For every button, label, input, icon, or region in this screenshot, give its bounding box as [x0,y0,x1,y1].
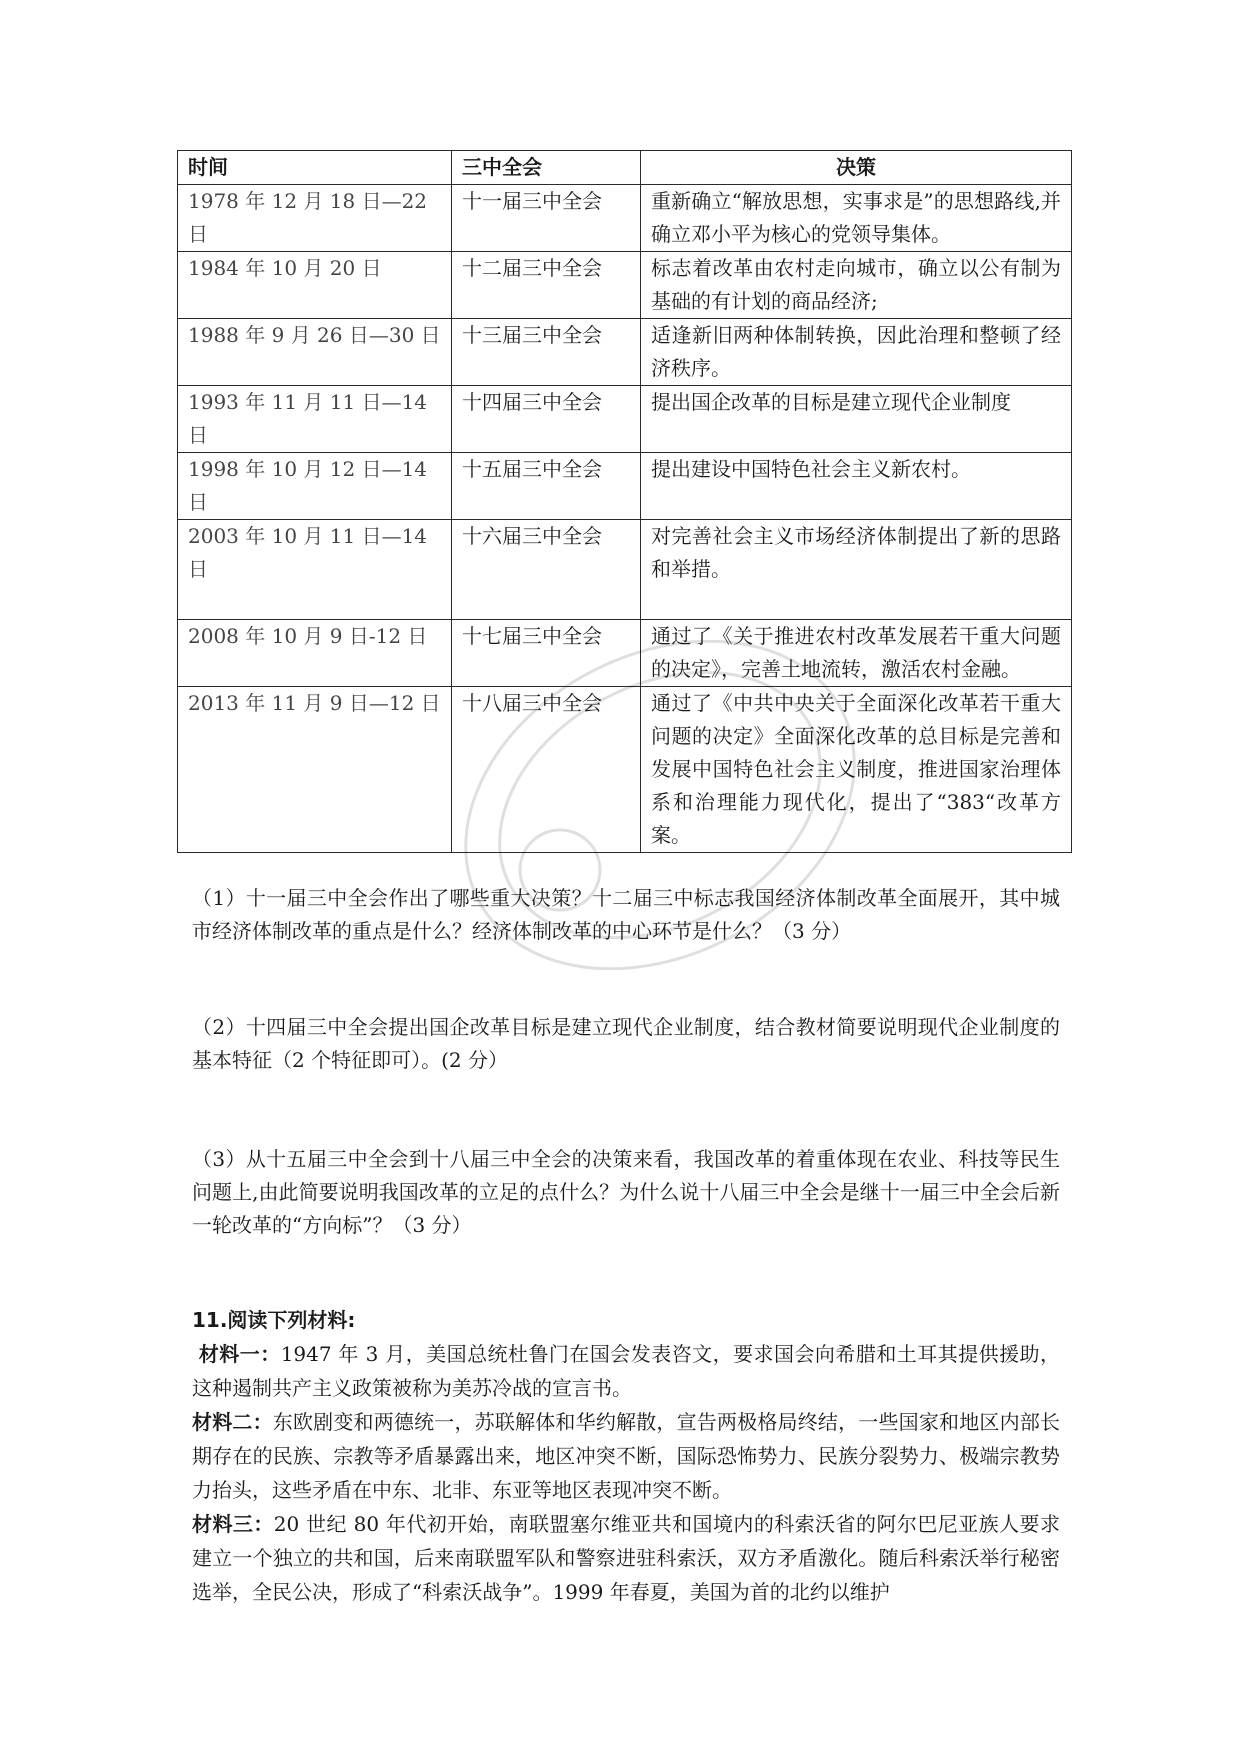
question-2: （2）十四届三中全会提出国企改革目标是建立现代企业制度，结合教材简要说明现代企业制度的基本特征（2 个特征即可）。(2 分） [192,1015,1060,1072]
material-3-text: 20 世纪 80 年代初开始，南联盟塞尔维亚共和国境内的科索沃省的阿尔巴尼亚族人要求建立一个独立的共和国，后来南联盟军队和警察进驻科索沃，双方矛盾激化。随后科索沃举行秘密选举，全民公决，形成了“科索沃战争”。1999 年春夏，美国为首的北约以维护 [192,1512,1060,1604]
cell-decision: 通过了《中共中央关于全面深化改革若干重大问题的决定》全面深化改革的总目标是完善和发展中国特色社会主义制度，推进国家治理体系和治理能力现代化，提出了“383“改革方案。 [641,687,1072,853]
table-row [178,620,1072,687]
table-row [178,520,1072,620]
table-row [178,185,1072,252]
cell-decision: 通过了《关于推进农村改革发展若干重大问题的决定》，完善土地流转，激活农村金融。 [641,620,1072,687]
cell-time: 1998 年 10 月 12 日—14 日 [178,453,452,520]
cell-decision: 提出建设中国特色社会主义新农村。 [641,453,1072,520]
cell-decision: 提出国企改革的目标是建立现代企业制度 [641,386,1072,453]
cell-time: 2003 年 10 月 11 日—14 日 [178,520,452,620]
material-2 [192,1405,1060,1507]
table-header-row [178,151,1072,185]
material-1-text: 1947 年 3 月，美国总统杜鲁门在国会发表咨文，要求国会向希腊和土耳其提供援助，这种遏制共产主义政策被称为美苏冷战的宣言书。 [192,1342,1061,1400]
cell-time: 1978 年 12 月 18 日—22 日 [178,185,452,252]
material-1-label: 材料一： [198,1342,281,1366]
cell-decision: 标志着改革由农村走向城市，确立以公有制为基础的有计划的商品经济; [641,252,1072,319]
cell-plenum: 十八届三中全会 [452,687,641,853]
material-1 [192,1337,1060,1405]
material-2-label: 材料二： [192,1410,273,1434]
cell-plenum: 十四届三中全会 [452,386,641,453]
material-2-text: 东欧剧变和两德统一，苏联解体和华约解散，宣告两极格局终结，一些国家和地区内部长期存在的民族、宗教等矛盾暴露出来，地区冲突不断，国际恐怖势力、民族分裂势力、极端宗教势力抬头，这些矛盾在中东、北非、东亚等地区表现冲突不断。 [192,1410,1061,1502]
table-row [178,252,1072,319]
cell-time: 2008 年 10 月 9 日-12 日 [178,620,452,687]
cell-time: 1988 年 9 月 26 日—30 日 [178,319,452,386]
cell-decision: 适逢新旧两种体制转换，因此治理和整顿了经济秩序。 [641,319,1072,386]
cell-plenum: 十一届三中全会 [452,185,641,252]
table-row [178,453,1072,520]
header-time: 时间 [178,151,452,185]
table-row [178,386,1072,453]
cell-plenum: 十三届三中全会 [452,319,641,386]
cell-time: 1984 年 10 月 20 日 [178,252,452,319]
cell-time: 2013 年 11 月 9 日—12 日 [178,687,452,853]
cell-plenum: 十二届三中全会 [452,252,641,319]
cell-decision: 重新确立“解放思想，实事求是”的思想路线,并确立邓小平为核心的党领导集体。 [641,185,1072,252]
cell-time: 1993 年 11 月 11 日—14 日 [178,386,452,453]
material-3 [192,1507,1060,1609]
question-3: （3）从十五届三中全会到十八届三中全会的决策来看，我国改革的着重体现在农业、科技等民生问题上,由此简要说明我国改革的立足的点什么？为什么说十八届三中全会是继十一届三中全会后新一轮改革的“方向标”？（3 分） [192,1147,1060,1237]
header-plenum: 三中全会 [452,151,641,185]
section-11 [192,1303,1060,1609]
table-row [178,687,1072,853]
header-decision: 决策 [641,151,1072,185]
cell-plenum: 十五届三中全会 [452,453,641,520]
question-1: （1）十一届三中全会作出了哪些重大决策？十二届三中标志我国经济体制改革全面展开，其中城市经济体制改革的重点是什么？经济体制改革的中心环节是什么？（3 分） [192,886,1060,943]
material-3-label: 材料三： [192,1512,274,1536]
cell-decision: 对完善社会主义市场经济体制提出了新的思路和举措。 [641,520,1072,620]
cell-plenum: 十六届三中全会 [452,520,641,620]
cell-plenum: 十七届三中全会 [452,620,641,687]
section-heading: 11.阅读下列材料: [192,1308,356,1332]
table-row [178,319,1072,386]
plenum-table [177,150,1072,853]
